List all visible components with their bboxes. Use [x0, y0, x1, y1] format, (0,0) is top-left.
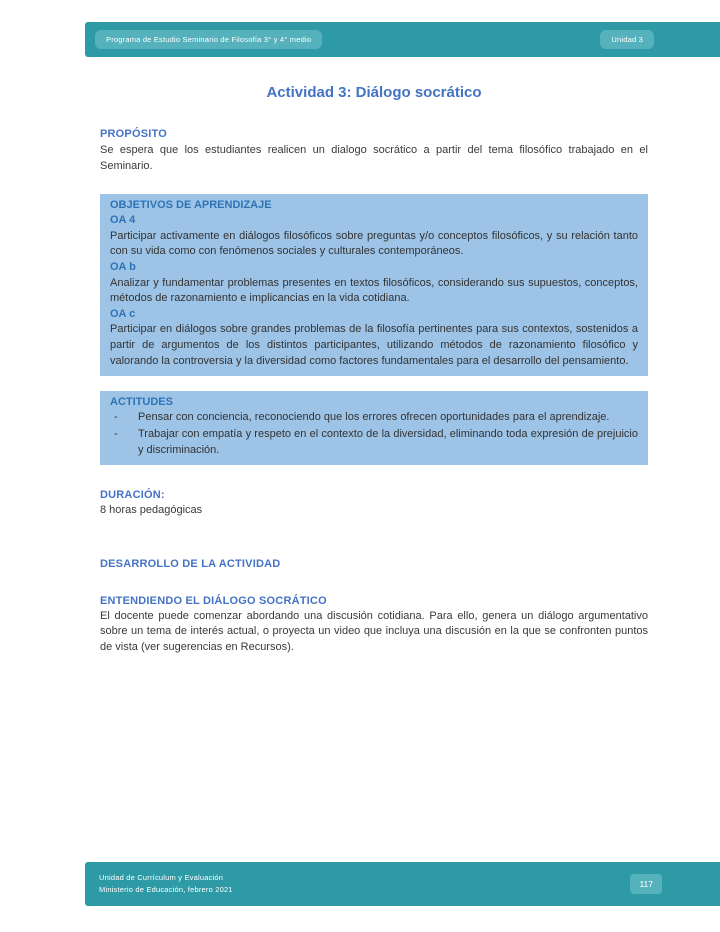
actitudes-box: [100, 391, 648, 465]
entendiendo-heading: ENTENDIENDO EL DIÁLOGO SOCRÁTICO: [100, 594, 327, 607]
unit-chip: Unidad 3: [600, 30, 654, 49]
oa-code-c: OA c: [110, 307, 136, 320]
proposito-heading: PROPÓSITO: [100, 128, 167, 140]
proposito-text: Se espera que los estudiantes realicen un dialogo socrático a partir del tema filosófico trabajado en el Seminario.: [100, 144, 648, 172]
objetivos-heading: OBJETIVOS DE APRENDIZAJE: [110, 199, 272, 212]
program-title-chip: Programa de Estudio Seminario de Filosofía 3° y 4° medio: [95, 30, 322, 49]
footer-line-1: Unidad de Currículum y Evaluación: [99, 873, 224, 882]
actitud-item: [110, 410, 638, 426]
oa-text-4: Participar activamente en diálogos filosóficos sobre preguntas y/o conceptos filosóficos, y su relación tanto con su vida como con fenómenos sociales y culturales contemporáneos.: [110, 229, 638, 258]
desarrollo-heading: DESARROLLO DE LA ACTIVIDAD: [100, 557, 281, 570]
actitud-text: Trabajar con empatía y respeto en el contexto de la diversidad, eliminando toda expresión de prejuicio y discriminación.: [138, 427, 638, 456]
actitud-text: Pensar con conciencia, reconociendo que los errores ofrecen oportunidades para el aprendizaje.: [138, 411, 610, 424]
duracion-heading: DURACIÓN:: [100, 489, 165, 502]
actitudes-heading: ACTITUDES: [110, 396, 173, 409]
oa-code-b: OA b: [110, 261, 136, 274]
oa-item-c: [110, 307, 638, 369]
page-header-bar: [85, 22, 720, 57]
entendiendo-text: El docente puede comenzar abordando una discusión cotidiana. Para ello, genera un diálogo argumentativo sobre un tema de interés actual, o proyecta un video que incluya una discusión en la que se confronten puntos de vista (ver sugerencias en Recursos).: [100, 609, 648, 653]
footer-line-2: Ministerio de Educación, febrero 2021: [99, 885, 233, 894]
oa-code-4: OA 4: [110, 214, 136, 227]
objetivos-box: [100, 194, 648, 376]
bullet-dash: -: [114, 411, 118, 424]
duracion-text: 8 horas pedagógicas: [100, 504, 203, 517]
page-content: [100, 84, 648, 656]
oa-item-4: [110, 213, 638, 260]
footer-credits: [99, 872, 233, 896]
oa-text-b: Analizar y fundamentar problemas presentes en textos filosóficos, considerando sus supuestos, conceptos, métodos de razonamiento e implicancias en la vida cotidiana.: [110, 276, 638, 305]
bullet-dash: -: [114, 427, 118, 440]
oa-text-c: Participar en diálogos sobre grandes problemas de la filosofía pertinentes para sus contextos, sostenidos a partir de argumentos de los distintos participantes, utilizando métodos de razonamiento filosófico y valorando la controversia y la diversidad como factores fundamentales para el desarrollo del pensamiento.: [110, 323, 638, 367]
actitud-item: [110, 427, 638, 458]
oa-item-b: [110, 260, 638, 307]
activity-title: Actividad 3: Diálogo socrático: [266, 84, 482, 101]
page-footer-bar: [85, 862, 720, 906]
page-number-badge: 117: [630, 874, 662, 894]
